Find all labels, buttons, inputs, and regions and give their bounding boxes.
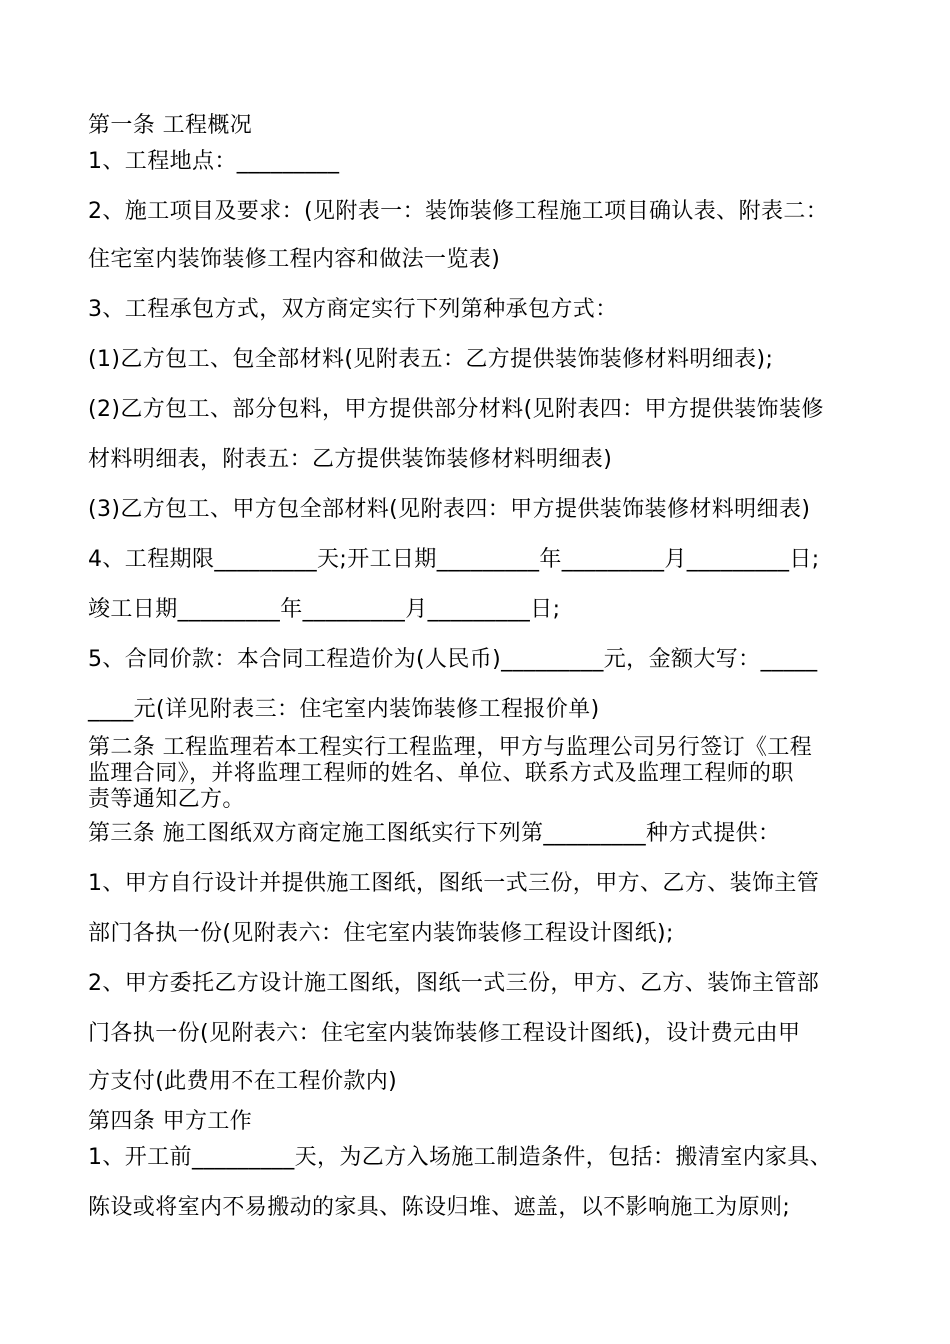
- paragraph-line: (2)乙方包工、部分包料，甲方提供部分材料(见附表四：甲方提供装饰装修: [88, 397, 824, 422]
- paragraph-line: 4、工程期限_________天;开工日期_________年_________月_________日;: [88, 547, 820, 572]
- paragraph-line: 5、合同价款：本合同工程造价为(人民币)_________元，金额大写：_____: [88, 647, 818, 672]
- paragraph-line: 1、工程地点：_________: [88, 149, 340, 174]
- paragraph-line: 1、甲方自行设计并提供施工图纸，图纸一式三份，甲方、乙方、装饰主管: [88, 871, 820, 896]
- paragraph-line: (1)乙方包工、包全部材料(见附表五：乙方提供装饰装修材料明细表);: [88, 347, 774, 372]
- paragraph-line: 材料明细表，附表五：乙方提供装饰装修材料明细表): [88, 447, 613, 472]
- paragraph-line: 监理合同》，并将监理工程师的姓名、单位、联系方式及监理工程师的职: [88, 761, 794, 786]
- paragraph-line: 竣工日期_________年_________月_________日;: [88, 597, 561, 622]
- paragraph-line: 2、施工项目及要求：(见附表一：装饰装修工程施工项目确认表、附表二：: [88, 199, 829, 224]
- paragraph-line: 2、甲方委托乙方设计施工图纸，图纸一式三份，甲方、乙方、装饰主管部: [88, 971, 820, 996]
- paragraph-line: 住宅室内装饰装修工程内容和做法一览表): [88, 247, 501, 272]
- article-4-heading: 第四条 甲方工作: [88, 1109, 253, 1134]
- article-1-heading: 第一条 工程概况: [88, 113, 253, 138]
- paragraph-line: 方支付(此费用不在工程价款内): [88, 1069, 398, 1094]
- paragraph-line: 门各执一份(见附表六：住宅室内装饰装修工程设计图纸)，设计费元由甲: [88, 1021, 801, 1046]
- paragraph-line: ____元(详见附表三：住宅室内装饰装修工程报价单): [88, 697, 600, 722]
- paragraph-line: 责等通知乙方。: [88, 787, 245, 812]
- paragraph-line: 部门各执一份(见附表六：住宅室内装饰装修工程设计图纸);: [88, 921, 674, 946]
- paragraph-line: (3)乙方包工、甲方包全部材料(见附表四：甲方提供装饰装修材料明细表): [88, 497, 811, 522]
- paragraph-line: 1、开工前_________天，为乙方入场施工制造条件，包括：搬清室内家具、: [88, 1145, 833, 1170]
- paragraph-line: 3、工程承包方式，双方商定实行下列第种承包方式：: [88, 297, 618, 322]
- article-2-heading: 第二条 工程监理若本工程实行工程监理，甲方与监理公司另行签订《工程: [88, 735, 813, 760]
- article-3-heading: 第三条 施工图纸双方商定施工图纸实行下列第_________种方式提供：: [88, 821, 781, 846]
- paragraph-line: 陈设或将室内不易搬动的家具、陈设归堆、遮盖，以不影响施工为原则;: [88, 1195, 791, 1220]
